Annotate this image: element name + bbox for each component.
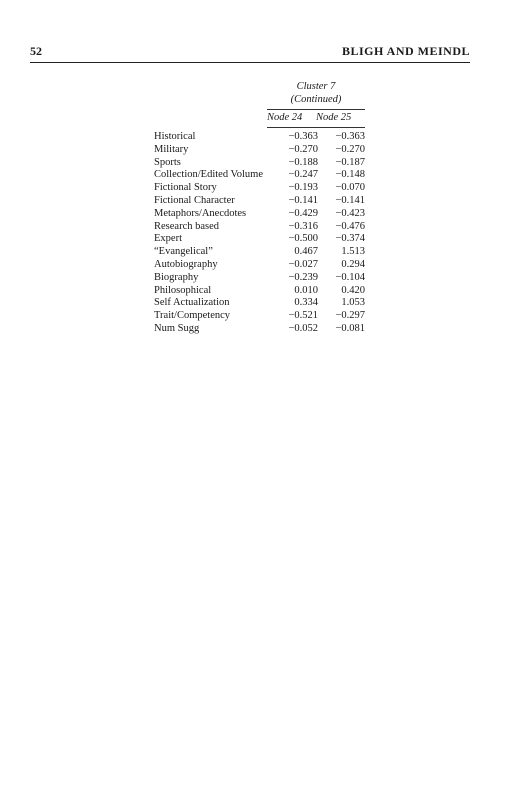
row-label: Research based <box>154 220 220 232</box>
node-24-value: −0.521 <box>288 310 318 322</box>
node-25-value: 1.513 <box>341 246 365 258</box>
cluster-heading <box>267 80 365 106</box>
column-header-node-24: Node 24 <box>267 112 303 123</box>
table-row <box>154 285 374 298</box>
table-row <box>154 323 374 336</box>
node-25-value: −0.374 <box>335 233 365 245</box>
column-header-node-25: Node 25 <box>316 112 352 123</box>
node-24-value: 0.010 <box>294 284 318 296</box>
column-header-rule <box>267 127 365 128</box>
node-24-value: −0.239 <box>288 271 318 283</box>
node-25-value: −0.148 <box>335 169 365 181</box>
node-24-value: −0.027 <box>288 258 318 270</box>
table-row <box>154 233 374 246</box>
table-row <box>154 246 374 259</box>
table-row <box>154 208 374 221</box>
node-25-value: 0.294 <box>341 258 365 270</box>
row-label: Fictional Character <box>154 194 235 206</box>
node-24-value: −0.500 <box>288 233 318 245</box>
node-25-value: 1.053 <box>341 297 365 309</box>
cluster-rule <box>267 109 365 110</box>
node-24-value: −0.270 <box>288 143 318 155</box>
table-row <box>154 169 374 182</box>
row-label: “Evangelical” <box>154 246 213 258</box>
node-24-value: −0.247 <box>288 169 318 181</box>
table-row <box>154 259 374 272</box>
row-label: Military <box>154 143 189 155</box>
page-number: 52 <box>30 44 42 58</box>
table-row <box>154 272 374 285</box>
node-24-value: 0.467 <box>294 246 318 258</box>
row-label: Autobiography <box>154 258 218 270</box>
node-25-value: −0.476 <box>335 220 365 232</box>
node-25-value: −0.423 <box>335 207 365 219</box>
table-row <box>154 195 374 208</box>
row-label: Philosophical <box>154 284 212 296</box>
node-25-value: −0.363 <box>335 131 365 142</box>
row-label: Collection/Edited Volume <box>154 169 263 181</box>
node-24-value: −0.141 <box>288 194 318 206</box>
running-header <box>30 44 470 63</box>
table-row <box>154 131 374 144</box>
node-25-value: −0.141 <box>335 194 365 206</box>
node-25-value: −0.187 <box>335 156 365 168</box>
row-label: Metaphors/Anecdotes <box>154 207 247 219</box>
row-label: Num Sugg <box>154 322 200 334</box>
node-25-value: −0.297 <box>335 310 365 322</box>
table-row <box>154 297 374 310</box>
row-label: Trait/Competency <box>154 310 231 322</box>
running-head-title: BLIGH AND MEINDL <box>341 44 470 58</box>
table-row <box>154 182 374 195</box>
node-24-value: −0.193 <box>288 182 318 194</box>
row-label: Expert <box>154 233 182 245</box>
node-25-value: −0.104 <box>335 271 365 283</box>
row-label: Sports <box>154 156 181 168</box>
node-25-value: −0.070 <box>335 182 365 194</box>
node-24-value: −0.316 <box>288 220 318 232</box>
node-24-value: −0.052 <box>288 322 318 334</box>
node-24-value: −0.429 <box>288 207 318 219</box>
table-row <box>154 221 374 234</box>
table-row <box>154 144 374 157</box>
node-25-value: −0.081 <box>335 322 365 334</box>
row-label: Fictional Story <box>154 182 217 194</box>
node-25-value: −0.270 <box>335 143 365 155</box>
row-label: Biography <box>154 271 199 283</box>
row-label: Self Actualization <box>154 297 230 309</box>
table-body <box>154 131 374 336</box>
table-row <box>154 310 374 323</box>
node-25-value: 0.420 <box>341 284 365 296</box>
cluster-title: Cluster 7 <box>296 81 336 92</box>
row-label: Historical <box>154 131 196 142</box>
node-24-value: 0.334 <box>294 297 318 309</box>
node-24-value: −0.363 <box>288 131 318 142</box>
table-row <box>154 157 374 170</box>
node-24-value: −0.188 <box>288 156 318 168</box>
cluster-subtitle: (Continued) <box>290 94 342 105</box>
